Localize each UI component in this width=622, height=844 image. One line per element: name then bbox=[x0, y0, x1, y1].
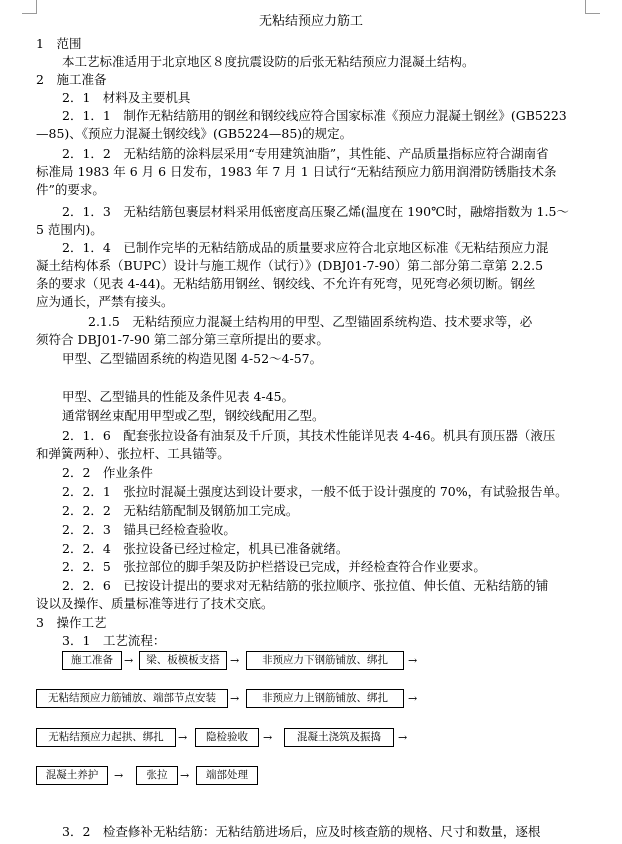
paragraph-line: 3．2 检查修补无粘结筋：无粘结筋进场后，应及时核查筋的规格、尺寸和数量，逐根 bbox=[62, 824, 541, 839]
paragraph-line: 2．2．1 张拉时混凝土强度达到设计要求，一般不低于设计强度的 70%，有试验报告单。 bbox=[62, 484, 568, 499]
flow-step-tendon-placing: 无粘结预应力筋铺放、端部节点安装 bbox=[36, 689, 228, 708]
paragraph-line: 2．2．2 无粘结筋配制及钢筋加工完成。 bbox=[62, 503, 299, 518]
flow-step-tendon-arching: 无粘结预应力起拱、绑扎 bbox=[36, 728, 176, 747]
document-title: 无粘结预应力筋工 bbox=[258, 14, 363, 29]
flow-step-formwork-erection: 梁、板模板支搭 bbox=[139, 651, 227, 670]
subsection-heading: 2．1 材料及主要机具 bbox=[62, 90, 191, 105]
paragraph-line: 5 范围内)。 bbox=[36, 222, 103, 237]
paragraph-line: 2．2．4 张拉设备已经过检定，机具已准备就绪。 bbox=[62, 541, 349, 556]
paragraph-line: 2.1.5 无粘结预应力混凝土结构用的甲型、乙型锚固系统构造、技术要求等，必 bbox=[88, 314, 533, 329]
paragraph-line: —85)、《预应力混凝土钢绞线》(GB5224—85)的规定。 bbox=[36, 126, 353, 141]
paragraph-line: 2．2．5 张拉部位的脚手架及防护栏搭设已完成，并经检查符合作业要求。 bbox=[62, 559, 486, 574]
subsection-heading: 2．2 作业条件 bbox=[62, 465, 153, 480]
paragraph-line: 2．1．4 已制作完毕的无粘结筋成品的质量要求应符合北京地区标准《无粘结预应力混 bbox=[62, 240, 549, 255]
page-corner-mark-right bbox=[585, 0, 586, 14]
paragraph-line: 甲型、乙型锚固系统的构造见图 4-52～4-57。 bbox=[62, 351, 323, 366]
flow-arrow: → bbox=[178, 731, 188, 744]
paragraph-line: 甲型、乙型锚具的性能及条件见表 4-45。 bbox=[62, 389, 295, 404]
flow-arrow: → bbox=[398, 731, 408, 744]
paragraph-line: 本工艺标准适用于北京地区８度抗震设防的后张无粘结预应力混凝土结构。 bbox=[62, 54, 475, 69]
flow-arrow: → bbox=[230, 654, 240, 667]
paragraph-line: 应为通长，严禁有接头。 bbox=[36, 294, 174, 309]
paragraph-line: 2．2．3 锚具已经检查验收。 bbox=[62, 522, 236, 537]
flow-step-concealed-inspection: 隐检验收 bbox=[195, 728, 259, 747]
flow-step-upper-rebar-placing: 非预应力上钢筋铺放、绑扎 bbox=[246, 689, 404, 708]
paragraph-line: 须符合 DBJ01-7-90 第二部分第三章所提出的要求。 bbox=[36, 332, 329, 347]
flow-arrow: → bbox=[180, 769, 190, 782]
paragraph-line: 标准局 1983 年 6 月 6 日发布，1983 年 7 月 1 日试行“无粘结预应力筋用润滑防锈脂技术条 bbox=[36, 164, 557, 179]
subsection-heading: 3．1 工艺流程： bbox=[62, 633, 166, 648]
paragraph-line: 2．1．2 无粘结筋的涂料层采用“专用建筑油脂”，其性能、产品质量指标应符合湖南省 bbox=[62, 146, 549, 161]
paragraph-line: 件”的要求。 bbox=[36, 182, 105, 197]
paragraph-line: 条的要求（见表 4-44)。无粘结筋用钢丝、钢绞线、不允许有死弯，见死弯必须切断。钢丝 bbox=[36, 276, 536, 291]
flow-arrow: → bbox=[408, 654, 418, 667]
section-heading: 3 操作工艺 bbox=[36, 615, 107, 630]
section-heading: 2 施工准备 bbox=[36, 72, 107, 87]
flow-step-concrete-curing: 混凝土养护 bbox=[36, 766, 108, 785]
flow-arrow: → bbox=[114, 769, 124, 782]
flow-step-tensioning: 张拉 bbox=[136, 766, 178, 785]
flow-step-end-treatment: 端部处理 bbox=[196, 766, 258, 785]
paragraph-line: 2．1．6 配套张拉设备有油泵及千斤顶，其技术性能详见表 4-46。机具有顶压器（液压 bbox=[62, 428, 556, 443]
flow-step-construction-prep: 施工准备 bbox=[62, 651, 122, 670]
paragraph-line: 凝土结构体系（BUPC）设计与施工规作（试行）》(DBJ01-7-90）第二部分第二章第 2.2.5 bbox=[36, 258, 544, 273]
page-corner-mark-left bbox=[36, 0, 37, 14]
paragraph-line: 和弹簧两种）、张拉杆、工具锚等。 bbox=[36, 446, 230, 461]
flow-arrow: → bbox=[408, 692, 418, 705]
paragraph-line: 2．1．3 无粘结筋包裹层材料采用低密度高压聚乙烯(温度在 190℃时，融熔指数为 1.5～ bbox=[62, 204, 569, 219]
section-heading: 1 范围 bbox=[36, 36, 82, 51]
paragraph-line: 通常钢丝束配用甲型或乙型，钢绞线配用乙型。 bbox=[62, 408, 325, 423]
paragraph-line: 设以及操作、质量标准等进行了技术交底。 bbox=[36, 596, 274, 611]
paragraph-line: 2．1．1 制作无粘结筋用的钢丝和钢绞线应符合国家标准《预应力混凝土钢丝》(GB5223 bbox=[62, 108, 567, 123]
flow-step-lower-rebar-placing: 非预应力下钢筋铺放、绑扎 bbox=[246, 651, 404, 670]
paragraph-line: 2．2．6 已按设计提出的要求对无粘结筋的张拉顺序、张拉值、伸长值、无粘结筋的铺 bbox=[62, 578, 549, 593]
flow-arrow: → bbox=[124, 654, 134, 667]
flow-step-concrete-pouring: 混凝土浇筑及振捣 bbox=[284, 728, 394, 747]
flow-arrow: → bbox=[230, 692, 240, 705]
flow-arrow: → bbox=[263, 731, 273, 744]
